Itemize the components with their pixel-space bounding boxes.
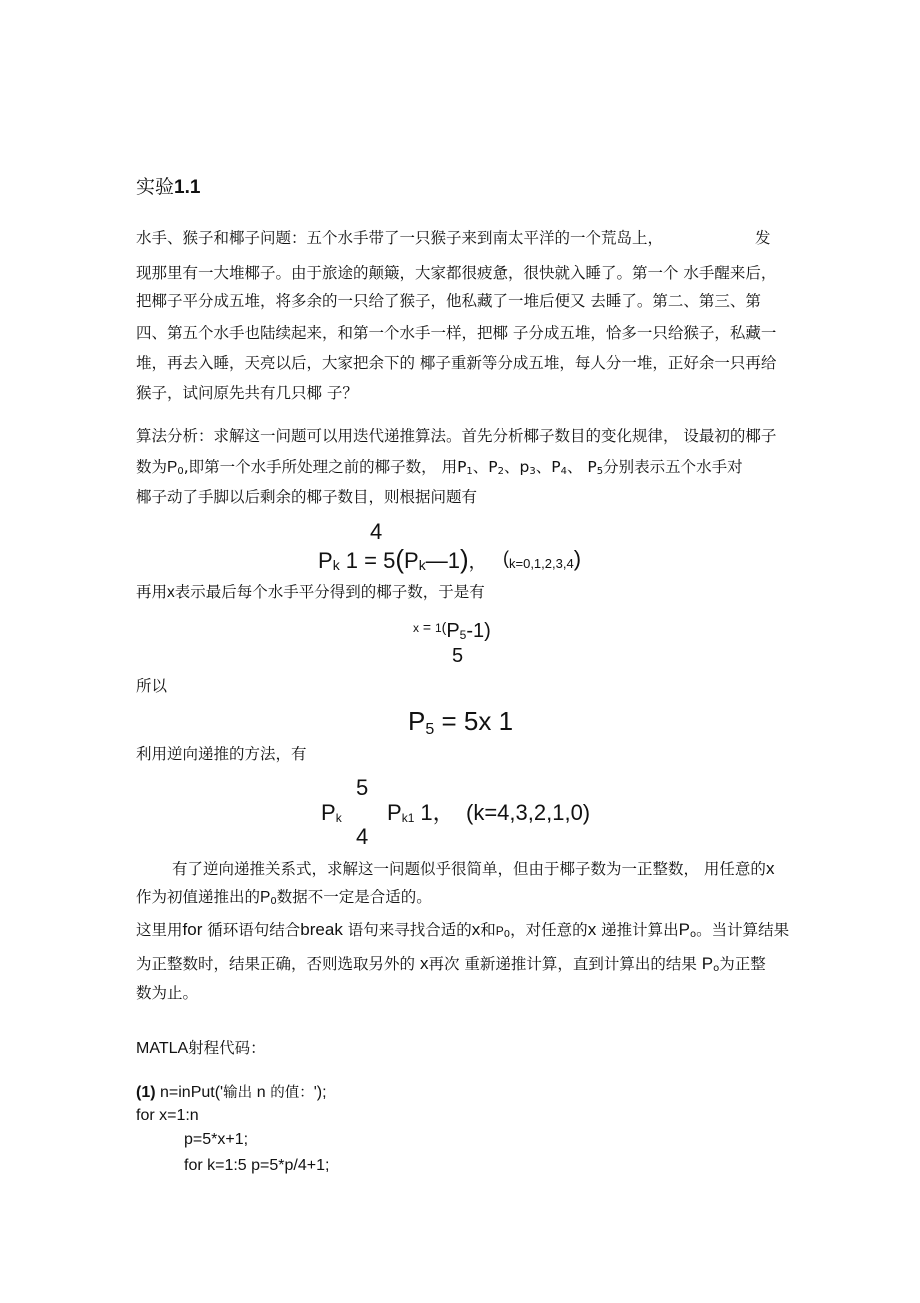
text-span: x (587, 920, 597, 939)
equation-3 (408, 706, 514, 738)
eq-symbol: P (446, 620, 460, 642)
para3-line-1 (136, 921, 789, 939)
text-so: 所以 (136, 677, 168, 695)
text-span: 表示最后每个水手平分得到的椰子数，于是有 (174, 583, 485, 601)
code-text: n=inPut(' (155, 1084, 224, 1101)
subscript: k (418, 557, 426, 573)
text-span: 循环语句结合 (202, 921, 301, 939)
problem-line-3: 把椰子平分成五堆，将多余的一只给了猴子，他私藏了一堆后便又 去睡了。第二、第三、第 (136, 292, 761, 310)
keyword-for: for (182, 920, 203, 939)
subscript: 3 (529, 466, 536, 477)
title-number: 1.1 (174, 177, 201, 198)
text-span: 再次 重新递推计算，直到计算出的结果 (428, 955, 702, 973)
text-span: 为正整 (719, 955, 766, 973)
paren: ( (441, 619, 447, 635)
eq-text: 1， (420, 800, 455, 825)
para3-line-2 (136, 955, 766, 973)
para2-line-1 (172, 860, 774, 878)
text-span: 为正整数时，结果正确，否则选取另外的 (136, 955, 420, 973)
problem-line-1: 水手、猴子和椰子问题：五个水手带了一只猴子来到南太平洋的一个荒岛上， (136, 229, 664, 247)
eq4-pk (321, 802, 342, 824)
eq-symbol: P (321, 800, 336, 825)
experiment-title (136, 178, 200, 197)
text-span: x (419, 954, 429, 973)
code-text: 的值： (265, 1085, 314, 1101)
para2-line-2 (136, 890, 432, 906)
subscript: k (335, 811, 342, 825)
eq-x: x (413, 621, 419, 635)
eq2-denominator: 5 (452, 645, 464, 667)
subscript: 5 (596, 466, 604, 477)
para3-line-3: 数为止。 (136, 984, 199, 1002)
eq-symbol: P (387, 800, 402, 825)
text-span: P (701, 954, 714, 973)
text-span: x (167, 584, 175, 601)
text-span: 、p (504, 458, 530, 476)
eq1-condition (503, 546, 582, 571)
text-span: 递推计算出 (596, 921, 679, 939)
text-span: 。当计算结果 (696, 921, 790, 939)
text-span: 有了逆向递推关系式，求解这一问题似乎很简单，但由于椰子数为一正整数， 用任意的 (172, 860, 766, 878)
eq4-condition: (k=4,3,2,1,0) (466, 800, 591, 825)
subscript: 0 (177, 466, 184, 477)
problem-line-6: 猴子，试问原先共有几只椰 子？ (136, 384, 358, 402)
text-span: ,即第一个水手所处理之前的椰子数， 用P (183, 458, 467, 476)
subscript: 0 (270, 896, 277, 907)
keyword-break: break (300, 920, 343, 939)
condition-text: k=0,1,2,3,4 (509, 556, 574, 571)
text-span: P (495, 924, 504, 938)
eq4-rhs (387, 802, 455, 824)
subscript: 5 (459, 628, 467, 642)
code-line-2: for x=1:n (136, 1107, 199, 1124)
eq-symbol: P (404, 548, 419, 573)
eq1-top-exponent: 4 (370, 519, 383, 544)
subscript: 0 (503, 929, 511, 940)
eq-symbol: P (408, 706, 426, 736)
subscript: 2 (497, 466, 505, 477)
text-span: 语句来寻找合适的 (342, 921, 472, 939)
text-span: 数据不一定是合适的。 (276, 888, 432, 906)
paren: ) (573, 546, 582, 571)
text-span: MATLA (136, 1040, 189, 1057)
subscript: o (713, 963, 720, 974)
code-text: 输出 (223, 1085, 257, 1101)
paren: ) (459, 544, 469, 574)
code-number: (1) (136, 1084, 156, 1101)
code-line-4: for k=1:5 p=5*p/4+1; (184, 1157, 330, 1174)
text-define-x (136, 585, 485, 601)
eq-numerator: 1 (434, 621, 442, 635)
equation-1 (318, 546, 487, 572)
text-span: P (678, 920, 690, 939)
eq-text: 1 = 5 (339, 548, 396, 573)
text-span: 作为初值递推出的 (136, 888, 261, 906)
analysis-line-1: 算法分析：求解这一问题可以用迭代递推算法。首先分析椰子数目的变化规律， 设最初的椰子 (136, 427, 777, 445)
problem-line-4: 四、第五个水手也陆续起来，和第一个水手一样，把椰 子分成五堆，恰多一只给猴子，私藏一 (136, 324, 777, 342)
problem-line-1-end: 发 (755, 229, 771, 247)
text-span: 这里用 (136, 921, 183, 939)
subscript: o (689, 929, 697, 940)
text-span: x (471, 920, 481, 939)
eq-text: = (419, 619, 435, 635)
eq-text: = 5x 1 (434, 706, 514, 736)
matlab-code-heading (136, 1041, 266, 1057)
text-span: 数为P (136, 459, 178, 476)
text-span: 、P (535, 458, 561, 476)
subscript: k (332, 557, 340, 573)
eq-text: -1) (466, 620, 491, 642)
text-span: 、 P (566, 458, 597, 476)
text-span: 、P (472, 458, 498, 476)
problem-line-5: 堆，再去入睡，天亮以后，大家把余下的 椰子重新等分成五堆，每人分一堆，正好余一只再给 (136, 354, 777, 372)
comma: ， (468, 552, 487, 573)
eq4-numerator: 5 (356, 775, 369, 800)
paren: ( (503, 548, 509, 568)
text-span: P (260, 889, 271, 906)
eq4-denominator: 4 (356, 824, 369, 849)
paren: ( (395, 544, 405, 574)
text-span: 和 (480, 921, 496, 939)
text-span: 射程代码： (188, 1039, 266, 1057)
eq-text: —1 (425, 548, 460, 573)
subscript: 1 (466, 466, 473, 477)
problem-line-2: 现那里有一大堆椰子。由于旅途的颠簸，大家都很疲惫，很快就入睡了。第一个 水手醒来后， (136, 264, 777, 282)
title-prefix: 实验 (136, 176, 175, 198)
code-line-3: p=5*x+1; (184, 1131, 249, 1148)
analysis-line-2 (136, 460, 743, 476)
subscript: 4 (560, 466, 567, 477)
text-span: x (765, 859, 775, 878)
text-span: 再用 (136, 583, 168, 601)
code-text: n (256, 1084, 266, 1101)
code-text: '); (313, 1084, 327, 1101)
code-line-1 (136, 1085, 327, 1101)
text-reverse-method: 利用逆向递推的方法，有 (136, 745, 307, 763)
subscript: 5 (425, 721, 435, 738)
equation-2 (413, 621, 491, 641)
subscript: k1 (401, 811, 415, 825)
eq-symbol: P (318, 548, 333, 573)
analysis-line-3: 椰子动了手脚以后剩余的椰子数目，则根据问题有 (136, 488, 478, 506)
text-span: 分别表示五个水手对 (603, 458, 743, 476)
text-span: ，对任意的 (510, 921, 588, 939)
